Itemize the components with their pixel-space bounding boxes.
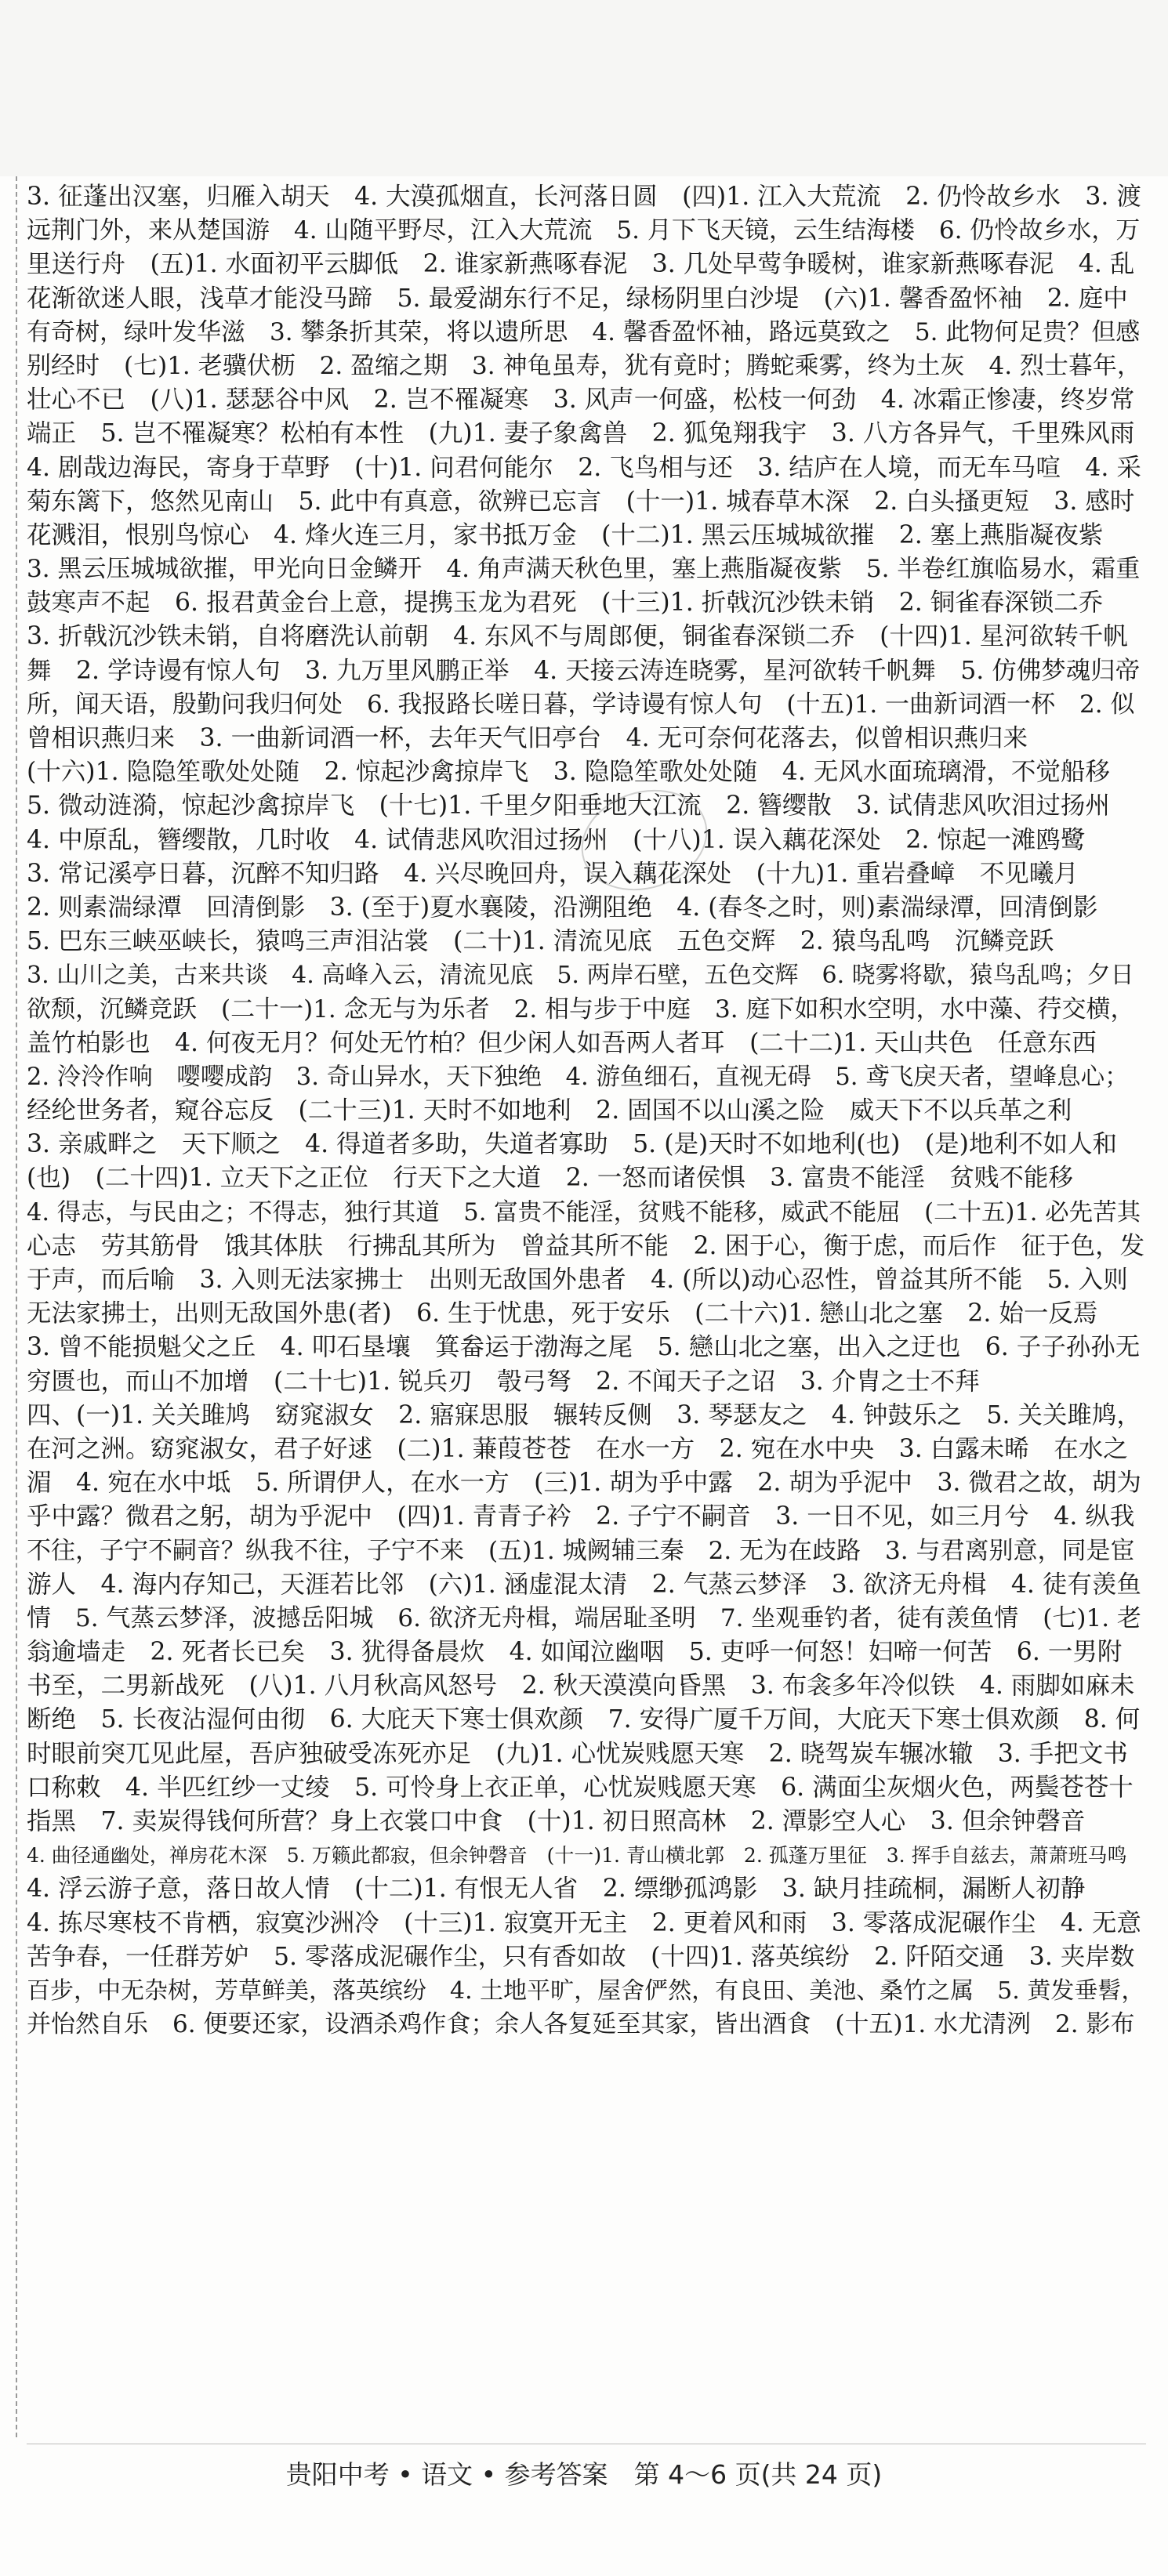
answer-line: 鼓寒声不起 6. 报君黄金台上意，提携玉龙为君死 (十三)1. 折戟沉沙铁未销 2. 铜雀春深锁二乔 bbox=[27, 589, 1104, 618]
answer-line: 盖竹柏影也 4. 何夜无月？何处无竹柏？但少闲人如吾两人者耳 (二十二)1. 天山共色 任意东西 bbox=[27, 1028, 1097, 1057]
answer-line: 于声，而后喻 3. 入则无法家拂士 出则无敌国外患者 4. (所以)动心忍性，曾益其所不能 5. 入则 bbox=[27, 1266, 1128, 1294]
answer-line: 花溅泪，恨别鸟惊心 4. 烽火连三月，家书抵万金 (十二)1. 黑云压城城欲摧 2. 塞上燕脂凝夜紫 bbox=[27, 520, 1104, 549]
answer-line: 里送行舟 (五)1. 水面初平云脚低 2. 谁家新燕啄春泥 3. 几处早莺争暖树，谁家新燕啄春泥 4. 乱 bbox=[27, 250, 1135, 279]
answer-line: 百步，中无杂树，芳草鲜美，落英缤纷 4. 土地平旷，屋舍俨然，有良田、美池、桑竹之属 5. 黄发垂髫， bbox=[27, 1976, 1145, 2005]
answer-line: 苦争春，一任群芳妒 5. 零落成泥碾作尘，只有香如故 (十四)1. 落英缤纷 2. 阡陌交通 3. 夹岸数 bbox=[27, 1942, 1135, 1971]
answer-line: 壮心不已 (八)1. 瑟瑟谷中风 2. 岂不罹凝寒 3. 风声一何盛，松枝一何劲 4. 冰霜正惨凄，终岁常 bbox=[27, 386, 1135, 415]
answer-line: 2. 则素湍绿潭 回清倒影 3. (至于)夏水襄陵，沿溯阻绝 4. (春冬之时，则)素湍绿潭，回清倒影 bbox=[27, 893, 1098, 922]
answer-line: 5. 微动涟漪，惊起沙禽掠岸飞 (十七)1. 千里夕阳垂地大江流 2. 簪缨散 3. 试倩悲风吹泪过扬州 bbox=[27, 792, 1110, 821]
answer-line: 不往，子宁不嗣音？纵我不往，子宁不来 (五)1. 城阙辅三秦 2. 无为在歧路 3. 与君离别意，同是宦 bbox=[27, 1536, 1135, 1565]
answer-line: 远荆门外，来从楚国游 4. 山随平野尽，江入大荒流 5. 月下飞天镜，云生结海楼 6. 仍怜故乡水，万 bbox=[27, 216, 1141, 245]
answer-line: 3. 亲戚畔之 天下顺之 4. 得道者多助，失道者寡助 5. (是)天时不如地利(也) (是)地利不如人和 bbox=[27, 1130, 1117, 1159]
answer-line: 所，闻天语，殷勤问我归何处 6. 我报路长嗟日暮，学诗谩有惊人句 (十五)1. 一曲新词酒一杯 2. 似 bbox=[27, 690, 1135, 719]
answer-line: 书至，二男新战死 (八)1. 八月秋高风怒号 2. 秋天漠漠向昏黑 3. 布衾多年冷似铁 4. 雨脚如麻未 bbox=[27, 1672, 1135, 1701]
answer-line: 4. 剧哉边海民，寄身于草野 (十)1. 问君何能尔 2. 飞鸟相与还 3. 结庐在人境，而无车马喧 4. 采 bbox=[27, 453, 1141, 482]
left-binding-rule bbox=[16, 176, 17, 2437]
answer-line: 无法家拂士，出则无敌国外患(者) 6. 生于忧患，死于安乐 (二十六)1. 戀山北之塞 2. 始一反焉 bbox=[27, 1299, 1098, 1328]
answer-line: 2. 泠泠作响 嘤嘤成韵 3. 奇山异水，天下独绝 4. 游鱼细石，直视无碍 5. 鸢飞戾天者，望峰息心； bbox=[27, 1063, 1129, 1091]
answer-line: 曾相识燕归来 3. 一曲新词酒一杯，去年天气旧亭台 4. 无可奈何花落去，似曾相识燕归来 bbox=[27, 724, 1028, 752]
answer-line: 翁逾墙走 2. 死者长已矣 3. 犹得备晨炊 4. 如闻泣幽咽 5. 吏呼一何怒！妇啼一何苦 6. 一男附 bbox=[27, 1638, 1123, 1667]
answer-line: 舞 2. 学诗谩有惊人句 3. 九万里风鹏正举 4. 天接云涛连晓雾，星河欲转千帆舞 5. 仿佛梦魂归帝 bbox=[27, 656, 1141, 685]
answer-line: (也) (二十四)1. 立天下之正位 行天下之大道 2. 一怒而诸侯惧 3. 富贵不能淫 贫贱不能移 bbox=[27, 1164, 1073, 1193]
answer-line: 4. 拣尽寒枝不肯栖，寂寞沙洲冷 (十三)1. 寂寞开无主 2. 更着风和雨 3. 零落成泥碾作尘 4. 无意 bbox=[27, 1908, 1141, 1937]
answer-line: (十六)1. 隐隐笙歌处处随 2. 惊起沙禽掠岸飞 3. 隐隐笙歌处处随 4. 无风水面琉璃滑，不觉船移 bbox=[27, 758, 1110, 787]
answer-line: 3. 黑云压城城欲摧，甲光向日金鳞开 4. 角声满天秋色里，塞上燕脂凝夜紫 5. 半卷红旗临易水，霜重 bbox=[27, 555, 1141, 584]
answer-line: 3. 折戟沉沙铁未销，自将磨洗认前朝 4. 东风不与周郎便，铜雀春深锁二乔 (十四)1. 星河欲转千帆 bbox=[27, 622, 1128, 651]
answer-line: 3. 征蓬出汉塞，归雁入胡天 4. 大漠孤烟直，长河落日圆 (四)1. 江入大荒流 2. 仍怜故乡水 3. 渡 bbox=[27, 183, 1141, 211]
answer-line: 5. 巴东三峡巫峡长，猿鸣三声泪沾裳 (二十)1. 清流见底 五色交辉 2. 猿鸟乱鸣 沉鳞竞跃 bbox=[27, 927, 1054, 956]
answer-line: 乎中露？微君之躬，胡为乎泥中 (四)1. 青青子衿 2. 子宁不嗣音 3. 一日不见，如三月兮 4. 纵我 bbox=[27, 1502, 1135, 1531]
answer-line: 时眼前突兀见此屋，吾庐独破受冻死亦足 (九)1. 心忧炭贱愿天寒 2. 晓驾炭车辗冰辙 3. 手把文书 bbox=[27, 1739, 1128, 1768]
answer-line: 端正 5. 岂不罹凝寒？松柏有本性 (九)1. 妻子象禽兽 2. 狐兔翔我宇 3. 八方各异气，千里殊风雨 bbox=[27, 419, 1135, 448]
top-margin bbox=[0, 0, 1168, 176]
page-footer: 贵阳中考 • 语文 • 参考答案 第 4～6 页(共 24 页) bbox=[285, 2459, 883, 2490]
answer-line: 心志 劳其筋骨 饿其体肤 行拂乱其所为 曾益其所不能 2. 困于心，衡于虑，而后作 征于色，发 bbox=[27, 1231, 1145, 1260]
answer-line: 情 5. 气蒸云梦泽，波撼岳阳城 6. 欲济无舟楫，端居耻圣明 7. 坐观垂钓者，徒有羡鱼情 (七)1. 老 bbox=[27, 1603, 1141, 1632]
answer-line: 在河之洲。窈窕淑女，君子好逑 (二)1. 蒹葭苍苍 在水一方 2. 宛在水中央 3. 白露未晞 在水之 bbox=[27, 1434, 1128, 1463]
answer-line: 并怡然自乐 6. 便要还家，设酒杀鸡作食；余人各复延至其家，皆出酒食 (十五)1. 水尤清洌 2. 影布 bbox=[27, 2010, 1135, 2039]
answer-line: 4. 浮云游子意，落日故人情 (十二)1. 有恨无人省 2. 缥缈孤鸿影 3. 缺月挂疏桐，漏断人初静 bbox=[27, 1875, 1086, 1904]
answer-line: 穷匮也，而山不加增 (二十七)1. 锐兵刃 彀弓弩 2. 不闻天子之诏 3. 介胄之士不拜 bbox=[27, 1367, 980, 1396]
answer-line: 欲颓，沉鳞竞跃 (二十一)1. 念无与为乐者 2. 相与步于中庭 3. 庭下如积水空明，水中藻、荇交横， bbox=[27, 995, 1135, 1024]
answer-line: 3. 常记溪亭日暮，沉醉不知归路 4. 兴尽晚回舟，误入藕花深处 (十九)1. 重岩叠嶂 不见曦月 bbox=[27, 859, 1079, 888]
answer-line: 4. 中原乱，簪缨散，几时收 4. 试倩悲风吹泪过扬州 (十八)1. 误入藕花深处 2. 惊起一滩鸥鹭 bbox=[27, 825, 1086, 854]
answer-line: 有奇树，绿叶发华滋 3. 攀条折其荣，将以遗所思 4. 馨香盈怀袖，路远莫致之 5. 此物何足贵？但感 bbox=[27, 317, 1141, 346]
answer-line: 花渐欲迷人眼，浅草才能没马蹄 5. 最爱湖东行不足，绿杨阴里白沙堤 (六)1. 馨香盈怀袖 2. 庭中 bbox=[27, 284, 1128, 313]
answer-line: 3. 山川之美，古来共谈 4. 高峰入云，清流见底 5. 两岸石壁，五色交辉 6. 晓雾将歇，猿鸟乱鸣；夕日 bbox=[27, 962, 1134, 990]
answer-line: 湄 4. 宛在水中坻 5. 所谓伊人，在水一方 (三)1. 胡为乎中露 2. 胡为乎泥中 3. 微君之故，胡为 bbox=[27, 1469, 1141, 1498]
answer-line: 指黑 7. 卖炭得钱何所营？身上衣裳口中食 (十)1. 初日照高林 2. 潭影空人心 3. 但余钟磬音 bbox=[27, 1807, 1086, 1835]
answer-line: 4. 得志，与民由之；不得志，独行其道 5. 富贵不能淫，贫贱不能移，威武不能屈 (二十五)1. 必先苦其 bbox=[27, 1198, 1141, 1226]
answer-line: 菊东篱下，悠然见南山 5. 此中有真意，欲辨已忘言 (十一)1. 城春草木深 2. 白头搔更短 3. 感时 bbox=[27, 487, 1135, 516]
answer-line: 四、(一)1. 关关雎鸠 窈窕淑女 2. 寤寐思服 辗转反侧 3. 琴瑟友之 4. 钟鼓乐之 5. 关关雎鸠， bbox=[27, 1400, 1141, 1429]
answer-line: 3. 曾不能损魁父之丘 4. 叩石垦壤 箕畚运于渤海之尾 5. 戀山北之塞，出入之迂也 6. 子子孙孙无 bbox=[27, 1333, 1141, 1362]
answer-line: 口称敕 4. 半匹红纱一丈绫 5. 可怜身上衣正单，心忧炭贱愿天寒 6. 满面尘灰烟火色，两鬓苍苍十 bbox=[27, 1773, 1134, 1802]
answer-line: 经纶世务者，窥谷忘反 (二十三)1. 天时不如地利 2. 固国不以山溪之险 威天下不以兵革之利 bbox=[27, 1096, 1072, 1125]
answer-line: 别经时 (七)1. 老骥伏枥 2. 盈缩之期 3. 神龟虽寿，犹有竟时；腾蛇乘雾，终为土灰 4. 烈士暮年， bbox=[27, 351, 1141, 380]
answer-line: 游人 4. 海内存知己，天涯若比邻 (六)1. 涵虚混太清 2. 气蒸云梦泽 3. 欲济无舟楫 4. 徒有羡鱼 bbox=[27, 1570, 1141, 1599]
answer-text-body bbox=[27, 180, 1146, 2042]
answer-line: 4. 曲径通幽处，禅房花木深 5. 万籁此都寂，但余钟磬音 (十一)1. 青山横北郭 2. 孤蓬万里征 3. 挥手自兹去，萧萧班马鸣 bbox=[27, 1844, 1127, 1868]
answer-line: 断绝 5. 长夜沾湿何由彻 6. 大庇天下寒士俱欢颜 7. 安得广厦千万间，大庇天下寒士俱欢颜 8. 何 bbox=[27, 1705, 1141, 1734]
